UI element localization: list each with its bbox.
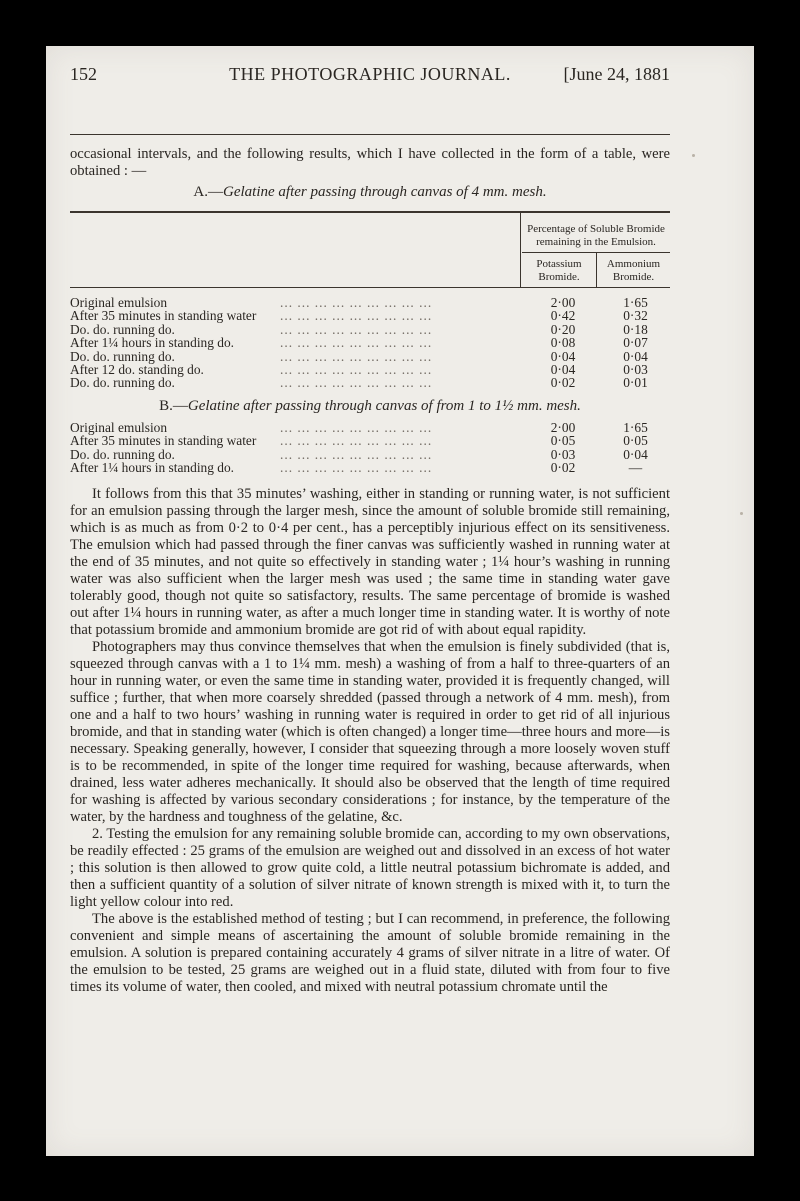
table-header-bottom-rule [70,287,670,288]
potassium-value: 0·04 [550,348,576,364]
leader-dots: ... ... ... ... ... ... ... ... ... [280,308,433,324]
table-a-heading-title: Gelatine after passing through canvas of 4 mm. mesh. [223,184,547,200]
potassium-value: 2·00 [550,420,576,435]
potassium-value: 2·00 [550,295,576,310]
potassium-value: 0·08 [550,335,576,351]
leader-dots: ... ... ... ... ... ... ... ... ... [280,321,433,337]
row-label: After 1¼ hours in standing do. [70,460,235,476]
row-label: After 35 minutes in standing water [70,433,257,449]
potassium-value: 0·04 [550,362,576,377]
potassium-bromide-header: Potassium Bromide. [536,258,582,283]
table-a-heading-prefix: A.— [193,184,223,200]
paragraph-2: Photographers may thus convince themselves that when the emulsion is finely subdivided (that is, squeezed through canvas with a 1 to 1¼ mm. mesh) a washing of from a half to three-quarters of an hour in running water, or even the same time in standing water, provided it is frequently changed, will suffice ; further, that when more coarsely shredded (passed through a network of 4 mm. mesh), from one and a half to two hours’ washing in running water is required in order to get rid of all injurious bromide, and that in standing water (which is often changed) a longer time—three hours and more—is necessary. Speaking generally, however, I consider that squeezing through a more loosely woven stuff is to be recommended, in spite of the longer time required for washing, because afterwards, when drained, less water adheres mechanically. It should also be observed that the length of time required for washing is affected by various secondary considerations ; for instance, by the temperature of the water, by the hardness and toughness of the gelatine, &c. [70,639,670,825]
table-b-heading-title: Gelatine after passing through canvas of from 1 to 1½ mm. mesh. [187,398,581,414]
potassium-value: 0·42 [550,308,576,324]
leader-dots: ... ... ... ... ... ... ... ... ... [280,295,433,310]
table-row [70,375,670,391]
ammonium-value: 0·03 [623,362,648,377]
journal-title: THE PHOTOGRAPHIC JOURNAL. [229,64,511,84]
row-label: Original emulsion [70,295,168,310]
potassium-value: 0·02 [550,375,576,391]
ammonium-value: 0·01 [623,375,648,391]
row-label: Do. do. running do. [70,375,175,391]
row-label: Do. do. running do. [70,446,175,462]
ammonium-bromide-header: Ammonium Bromide. [606,258,661,283]
potassium-value: 0·05 [550,433,576,449]
leader-dots: ... ... ... ... ... ... ... ... ... [280,335,433,351]
ammonium-value: 0·05 [623,433,648,449]
potassium-value: 0·03 [550,446,576,462]
ammonium-value: 1·65 [623,295,648,310]
paragraph-4: The above is the established method of testing ; but I can recommend, in preference, the following convenient and simple means of ascertaining the amount of soluble bromide remaining in the emulsion. A solution is prepared containing accurately 4 grams of silver nitrate in a litre of water. Of the emulsion to be tested, 25 grams are weighed out in a fluid state, diluted with from four to five times its volume of water, then cooled, and mixed with neutral potassium chromate until the [70,911,670,995]
potassium-value: 0·02 [550,460,576,476]
intro-text: occasional intervals, and the following results, which I have collected in the form of a table, were obtained : — [70,146,670,179]
running-header [70,64,670,98]
leader-dots: ... ... ... ... ... ... ... ... ... [280,433,433,449]
leader-dots: ... ... ... ... ... ... ... ... ... [280,460,433,476]
row-label: After 1¼ hours in standing do. [70,335,235,351]
row-label: Do. do. running do. [70,321,175,337]
ammonium-value: 0·32 [623,308,648,324]
leader-dots: ... ... ... ... ... ... ... ... ... [280,420,433,435]
paper-speck [692,154,695,157]
table-b-heading [70,398,670,415]
body-text [70,486,670,996]
ammonium-value: 0·04 [623,446,648,462]
table-col-divider [520,213,521,287]
page-number: 152 [70,64,97,84]
ammonium-value: 1·65 [623,420,648,435]
leader-dots: ... ... ... ... ... ... ... ... ... [280,348,433,364]
row-label: Original emulsion [70,420,168,435]
leader-dots: ... ... ... ... ... ... ... ... ... [280,362,433,377]
row-label: After 35 minutes in standing water [70,308,257,324]
table-group-header: Percentage of Soluble Bromide remaining in the Emulsion. [527,223,665,248]
table-b-heading-prefix: B.— [159,398,188,414]
table-top-rule [70,211,670,213]
paper-speck [740,512,743,515]
ammonium-value: 0·18 [623,321,648,337]
paragraph-3: 2. Testing the emulsion for any remaining soluble bromide can, according to my own observations, be readily effected : 25 grams of the emulsion are weighed out and dissolved in an excess of hot water ; this solution is then allowed to grow quite cold, a little neutral potassium bichromate is added, and then a sufficient quantity of a solution of silver nitrate of known strength is mixed with it, to turn the light yellow colour into red. [70,826,670,910]
leader-dots: ... ... ... ... ... ... ... ... ... [280,375,433,391]
potassium-value: 0·20 [550,321,576,337]
header-rule [70,134,670,135]
paragraph-1: It follows from this that 35 minutes’ washing, either in standing or running water, is not sufficient for an emulsion passing through the larger mesh, since the amount of soluble bromide still remaining, which is as much as from 0·2 to 0·4 per cent., has a perceptibly injurious effect on its sensitiveness. The emulsion which had passed through the finer canvas was sufficiently washed in running water at the end of 35 minutes, and not quite so effectively in standing water ; 1¼ hour’s washing in running water was also sufficient when the larger mesh was used ; the same time in standing water gave tolerably good, though not quite so satisfactory, results. The same percentage of bromide is washed out after 1¼ hours in running water, as after a much longer time in standing water. It is worthy of note that potassium bromide and ammonium bromide are got rid of with about equal rapidity. [70,486,670,638]
row-label: Do. do. running do. [70,348,175,364]
table-row [70,460,670,476]
ammonium-value: — [628,460,643,476]
ammonium-value: 0·04 [623,348,648,364]
leader-dots: ... ... ... ... ... ... ... ... ... [280,446,433,462]
table-a-heading [70,184,670,201]
ammonium-value: 0·07 [623,335,648,351]
issue-date: [June 24, 1881 [563,64,670,84]
row-label: After 12 do. standing do. [70,362,204,377]
